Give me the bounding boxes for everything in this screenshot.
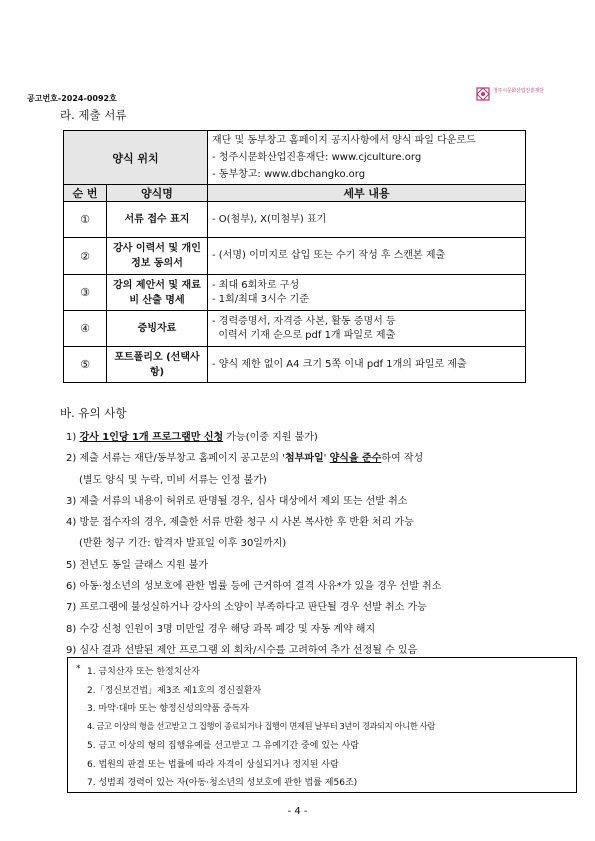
column-header-form-name: 양식명	[107, 185, 208, 202]
table-row	[64, 347, 526, 383]
logo-text: 청주시문화산업진흥재단	[493, 88, 544, 94]
list-item	[66, 512, 566, 533]
table-row	[64, 311, 526, 347]
detail-line: 이력서 기재 순으로 pdf 1개 파일로 제출	[212, 329, 396, 341]
list-item	[66, 427, 566, 448]
column-header-details: 세부 내용	[208, 185, 526, 202]
footnote-item: 4. 금고 이상의 형을 선고받고 그 집행이 종료되거나 집행이 면제된 날부터 3년이 경과되지 아니한 사람	[87, 720, 435, 731]
row-form-name: 강사 이력서 및 개인정보 동의서	[107, 238, 208, 275]
detail-line: - 최대 6회차로 구성	[212, 279, 300, 291]
row-number: ①	[64, 202, 107, 238]
item-text: 방문 접수자의 경우, 제출한 서류 반환 청구 시 사본 복사한 후 반환 처리 가능	[79, 517, 414, 529]
page-number: - 4 -	[287, 806, 308, 817]
row-detail	[208, 202, 526, 238]
item-text: 제출 서류의 내용이 허위로 판명될 경우, 심사 대상에서 제외 또는 선발 취소	[79, 495, 408, 507]
detail-line: - 경력증명서, 자격증 사본, 활동 증명서 등	[212, 315, 396, 327]
list-item	[66, 491, 566, 512]
row-number: ②	[64, 238, 107, 275]
logo-mark-icon	[476, 87, 490, 101]
row-number: ④	[64, 311, 107, 347]
item-text: 가능(이중 지원 불가)	[223, 432, 318, 443]
submission-documents-table	[63, 130, 526, 383]
footnote-item: 2.「정신보건법」제3조 제1호의 정신질환자	[87, 685, 262, 696]
detail-line: - (서명) 이미지로 삽입 또는 수기 작성 후 스캔본 제출	[212, 250, 446, 261]
emphasis-text: 강사 1인당 1개 프로그램만 신청	[79, 432, 224, 443]
list-item	[66, 619, 566, 640]
table-header-row	[64, 185, 526, 202]
footnote-item: 5. 금고 이상의 형의 집행유예를 선고받고 그 유예기간 중에 있는 사람	[87, 741, 359, 751]
detail-line: - 양식 제한 없이 A4 크기 5쪽 이내 pdf 1개의 파일로 제출	[212, 358, 467, 370]
list-item-continuation: (별도 양식 및 누락, 미비 서류는 인정 불가)	[79, 474, 267, 486]
form-location-label: 양식 위치	[64, 131, 208, 185]
footnote-item: 1. 금치산자 또는 한정치산자	[87, 667, 200, 677]
form-location-row	[64, 131, 526, 185]
footnote-star: *	[76, 664, 81, 674]
list-item	[66, 597, 566, 618]
list-item	[66, 555, 566, 576]
item-text: '	[323, 453, 330, 465]
table-row	[64, 238, 526, 275]
section-a-title: 라. 제출 서류	[60, 108, 127, 122]
item-number: 2)	[66, 453, 77, 465]
item-number: 9)	[66, 644, 77, 656]
precautions-list	[66, 427, 566, 661]
form-location-detail	[208, 131, 526, 185]
row-number: ③	[64, 275, 107, 311]
row-form-name: 포트폴리오 (선택사항)	[107, 347, 208, 383]
item-text: 하여 작성	[381, 453, 424, 465]
disqualification-footnote-box	[67, 657, 577, 793]
row-detail	[208, 347, 526, 383]
row-detail	[208, 275, 526, 311]
row-detail	[208, 238, 526, 275]
item-number: 4)	[66, 517, 77, 529]
row-detail	[208, 311, 526, 347]
item-text: 심사 결과 선발된 제안 프로그램 외 회차/시수를 고려하여 추가 선정될 수 있음	[79, 644, 418, 656]
list-item-continuation: (반환 청구 기간: 합격자 발표일 이후 30일까지)	[79, 538, 287, 550]
form-location-line: - 동부창고: www.dbchangko.org	[212, 169, 366, 180]
emphasis-text: 양식을 준수	[329, 453, 382, 465]
item-text: 전년도 동일 클래스 지원 불가	[79, 559, 209, 571]
footnote-item: 3. 마약·대마 또는 향정신성의약품 중독자	[87, 704, 249, 714]
item-number: 5)	[66, 559, 77, 571]
item-number: 6)	[66, 581, 77, 593]
item-number: 3)	[66, 495, 77, 507]
detail-line: - O(첨부), X(미첨부) 표기	[212, 213, 327, 225]
item-number: 1)	[66, 432, 77, 443]
footnote-item: 6. 법원의 판결 또는 법률에 따라 자격이 상실되거나 정지된 사람	[87, 759, 339, 770]
section-b-title: 바. 유의 사항	[60, 406, 127, 420]
emphasis-text: 첨부파일	[285, 453, 324, 465]
list-item	[66, 576, 566, 597]
row-form-name: 강의 제안서 및 재료비 산출 명세	[107, 275, 208, 311]
item-text: 아동·청소년의 성보호에 관한 법률 등에 근거하여 결격 사유*가 있을 경우 선발 취소	[79, 581, 442, 593]
row-number: ⑤	[64, 347, 107, 383]
item-text: 제출 서류는 재단/동부창고 홈페이지 공고문의 '	[79, 453, 286, 465]
item-text: 프로그램에 불성실하거나 강사의 소양이 부족하다고 판단될 경우 선발 취소 가능	[79, 602, 427, 614]
detail-line: - 1회/최대 3시수 기준	[212, 293, 309, 305]
item-text: 수강 신청 인원이 3명 미만일 경우 해당 과목 폐강 및 자동 계약 해지	[79, 623, 376, 635]
footnote-item: 7. 성범죄 경력이 있는 자(아동·청소년의 성보호에 관한 법률 제56조)	[87, 778, 358, 788]
table-row	[64, 275, 526, 311]
form-location-line: 재단 및 동부창고 홈페이지 공지사항에서 양식 파일 다운로드	[212, 135, 476, 146]
row-form-name: 증빙자료	[107, 311, 208, 347]
notice-number: 공고번호-2024-0092호	[27, 94, 117, 103]
table-row	[64, 202, 526, 238]
item-number: 7)	[66, 602, 77, 614]
form-location-line: - 청주시문화산업진흥재단: www.cjculture.org	[212, 152, 422, 163]
row-form-name: 서류 접수 표지	[107, 202, 208, 238]
item-number: 8)	[66, 623, 77, 635]
foundation-logo	[476, 86, 571, 104]
list-item	[66, 448, 566, 469]
column-header-number: 순 번	[64, 185, 107, 202]
